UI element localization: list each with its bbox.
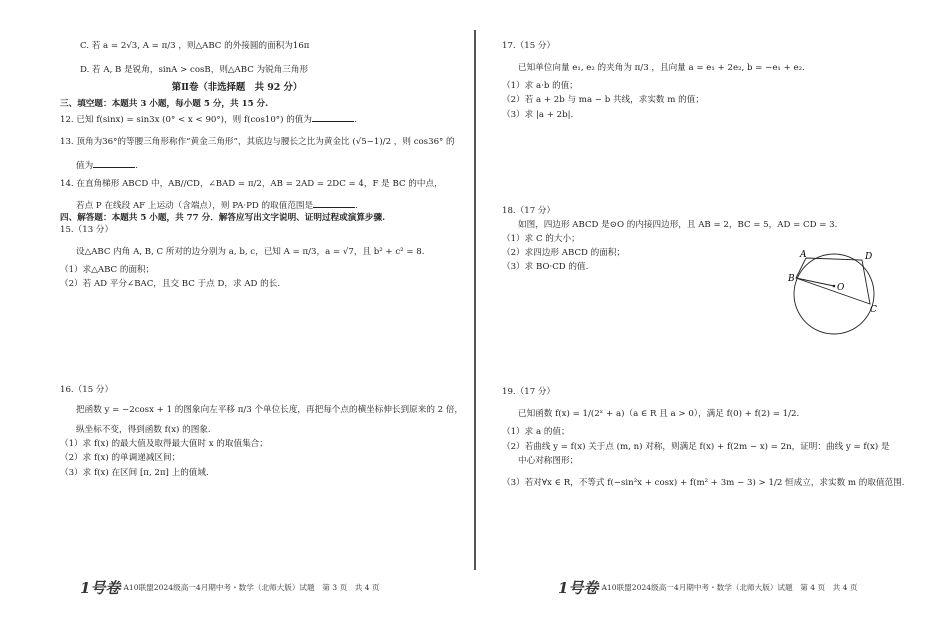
label-d: D [865,252,873,262]
question-13-line2: 值为 . [76,158,138,172]
question-17-part2: （2）若 a + 2b 与 ma − b 共线，求实数 m 的值； [502,95,704,105]
question-12: 12. 已知 f(sinx) = sin3x (0° < x < 90°)，则 f(cos10°) 的值为 . [60,112,357,126]
part2-title: 第Ⅱ卷（非选择题 共 92 分） [171,82,303,93]
question-18-part1: （1）求 C 的大小； [502,234,580,244]
label-a: A [800,250,807,260]
section-4-heading: 四、解答题：本题共 5 小题，共 77 分．解答应写出文字说明、证明过程或演算步骤. [60,213,386,223]
question-16-part1: （1）求 f(x) 的最大值及取得最大值时 x 的取值集合； [60,439,268,449]
question-18-stem: 如图，四边形 ABCD 是⊙O 的内接四边形，且 AB = 2，BC = 5，AD = CD = 3. [518,220,838,230]
logo-icon: 1号卷 [80,579,121,597]
question-16-part2: （2）求 f(x) 的单调递减区间； [60,453,181,463]
label-c: C [870,305,877,315]
label-o: O [837,283,845,293]
question-17-stem: 已知单位向量 e₁, e₂ 的夹角为 π/3 ，且向量 a = e₁ + 2e₂, b = −e₁ + e₂. [518,63,805,73]
question-14-line1: 14. 在直角梯形 ABCD 中，AB//CD，∠BAD = π/2，AB = 2AD = 2DC = 4，F 是 BC 的中点， [60,179,443,189]
question-16-stem-line2: 纵坐标不变，得到函数 f(x) 的图象. [76,425,211,435]
question-17-heading: 17.（15 分） [502,41,556,51]
page-4 [476,0,950,634]
question-18-part2: （2）求四边形 ABCD 的面积； [502,248,626,258]
page-3 [0,0,474,634]
question-18-part3: （3）求 BO·CD 的值. [502,262,589,272]
question-19-part2-line2: 中心对称图形； [518,456,579,466]
option-d: D. 若 A, B 是锐角，sinA > cosB，则△ABC 为锐角三角形 [80,65,309,75]
question-16-part3: （3）求 f(x) 在区间 [π, 2π] 上的值域. [60,468,209,478]
question-19-part2-line1: （2）若曲线 y = f(x) 关于点 (m, n) 对称，则满足 f(x) + f(2m − x) = 2n，证明：曲线 y = f(x) 是 [502,442,890,452]
circle-o [794,254,874,334]
question-19-part3: （3）若对∀x ∈ R，不等式 f(−sin²x + cosx) + f(m² + 3m − 3) > 1/2 恒成立，求实数 m 的取值范围. [502,478,905,488]
circle-quadrilateral-figure [782,246,882,340]
question-16-stem-line1: 把函数 y = −2cosx + 1 的图象向左平移 π/3 个单位长度，再把每个点的横坐标伸长到原来的 2 倍， [76,405,464,415]
logo-icon: 1号卷 [558,579,599,597]
question-13-line1: 13. 顶角为36°的等腰三角形称作“黄金三角形”，其底边与腰长之比为黄金比 (√5−1)/2 ，则 cos36° 的 [60,137,455,147]
footer-page-4: 1号卷 A10联盟2024级高一4月期中考・数学（北师大版）试题 第 4 页 共 4 页 [558,579,858,597]
label-b: B [788,274,795,284]
question-15-part1: （1）求△ABC 的面积； [60,265,155,275]
question-15-stem: 设△ABC 内角 A, B, C 所对的边分别为 a, b, c，已知 A = π/3，a = √7，且 b² + c² = 8. [76,247,425,257]
question-19-part1: （1）求 a 的值； [502,427,570,437]
footer-page-3: 1号卷 A10联盟2024级高一4月期中考・数学（北师大版）试题 第 3 页 共 4 页 [80,579,380,597]
question-17-part3: （3）求 |a + 2b|. [502,110,574,120]
question-17-part1: （1）求 a·b 的值； [502,81,578,91]
question-19-stem: 已知函数 f(x) = 1/(2ˣ + a)（a ∈ R 且 a > 0），满足 f(0) + f(2) = 1/2. [518,409,800,419]
section-3-heading: 三、填空题：本题共 3 小题，每小题 5 分，共 15 分. [60,99,269,109]
question-19-heading: 19.（17 分） [502,387,556,397]
question-15-heading: 15.（13 分） [60,225,114,235]
option-c: C. 若 a = 2√3, A = π/3 ，则△ABC 的外接圆的面积为16π [80,41,310,51]
question-18-heading: 18.（17 分） [502,206,556,216]
center-point [833,285,836,288]
question-16-heading: 16.（15 分） [60,385,114,395]
question-14-line2: 若点 P 在线段 AF 上运动（含端点），则 PA·PD 的取值范围是 . [76,198,358,212]
question-15-part2: （2）若 AD 平分∠BAC，且交 BC 于点 D，求 AD 的长. [60,279,281,289]
